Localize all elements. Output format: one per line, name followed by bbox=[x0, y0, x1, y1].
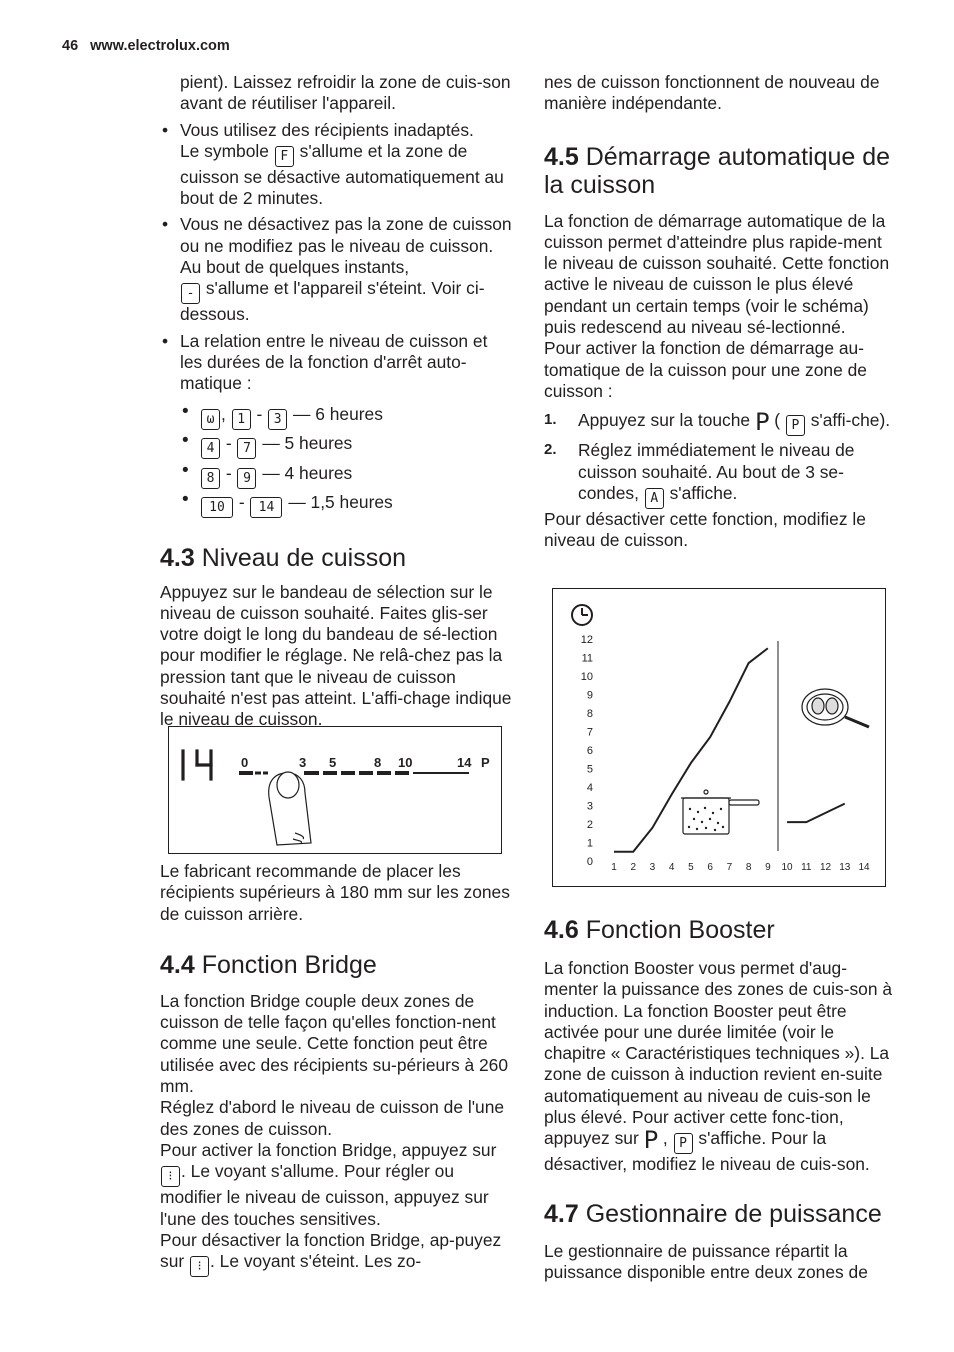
x-tick-label: 3 bbox=[649, 862, 656, 873]
symbol-f-icon: F bbox=[275, 146, 294, 167]
y-tick-label: 11 bbox=[581, 652, 593, 665]
site-url: www.electrolux.com bbox=[90, 38, 230, 54]
left-column-lower bbox=[160, 861, 512, 1277]
series-line-2 bbox=[787, 804, 845, 823]
p-display-icon: P bbox=[786, 415, 805, 436]
y-tick-label: 2 bbox=[586, 819, 593, 831]
duration-text: — 4 heures bbox=[262, 462, 353, 483]
symbol-icon: 7 bbox=[237, 438, 256, 459]
section-4-5-p1: La fonction de démarrage automatique de la cuisson permet d'atteindre plus rapide-ment le niveau de cuisson souhaité. Cette fonction active le niveau de cuisson le plus élevé pendant un certain temps (voir le schéma) puis redescend au niveau sé-lectionné. bbox=[544, 210, 890, 338]
symbol-icon: 3 bbox=[268, 409, 287, 430]
x-tick-label: 4 bbox=[668, 862, 675, 873]
section-heading-4-5: 4.5 Démarrage automatique de la cuisson bbox=[544, 142, 891, 199]
section-heading-4-4: 4.4 Fonction Bridge bbox=[160, 950, 377, 979]
tick-label: 14 bbox=[457, 755, 472, 770]
bullet1-text-a: Vous utilisez des récipients inadaptés. bbox=[180, 119, 474, 140]
x-tick-label: 9 bbox=[765, 862, 771, 873]
symbol-icon: 9 bbox=[237, 468, 256, 489]
y-tick-label: 1 bbox=[586, 837, 593, 850]
section-heading-4-6: 4.6 Fonction Booster bbox=[544, 916, 775, 944]
y-tick-label: 7 bbox=[586, 726, 593, 739]
p-touch-icon: P bbox=[643, 1126, 659, 1155]
x-tick-label: 5 bbox=[688, 862, 694, 873]
y-tick-label: 12 bbox=[580, 634, 593, 646]
tick-label: 8 bbox=[374, 755, 382, 770]
x-tick-label: 8 bbox=[745, 862, 752, 873]
x-axis-ticks bbox=[611, 862, 870, 873]
right-column bbox=[544, 72, 896, 551]
clock-icon bbox=[572, 605, 592, 625]
right-column-lower bbox=[544, 916, 896, 1283]
bullet-unsuitable bbox=[160, 120, 512, 210]
section-4-3-body: Appuyez sur le bandeau de sélection sur le niveau de cuisson souhaité. Faites glis-ser votre doigt le long du bandeau de sé-lection pour modifier le réglage. Ne relâ-chez pas la pression tant que le niveau de cuisson souhaité n'est pas atteint. L'affi-chage indique le niveau de cuisson. bbox=[160, 581, 512, 730]
symbol-icon: 10 bbox=[201, 497, 233, 518]
x-tick-label: 1 bbox=[611, 862, 617, 873]
section-heading-4-3: 4.3 Niveau de cuisson bbox=[160, 543, 407, 572]
p-display-icon: P bbox=[674, 1133, 693, 1154]
section-4-5-p3: Pour désactiver cette fonction, modifiez le niveau de cuisson. bbox=[544, 508, 866, 551]
step-2: 2. Réglez immédiatement le niveau de cuisson souhaité. Au bout de 3 se-condes, A s'affiche. bbox=[544, 440, 896, 509]
section-4-5-p2: Pour activer la fonction de démarrage au-tomatique de la cuisson pour une zone de cuisson : bbox=[544, 338, 867, 401]
tick-label: 3 bbox=[299, 755, 307, 770]
page-number: 46 bbox=[62, 38, 79, 54]
page-header bbox=[62, 38, 230, 54]
symbol-icon: 1 bbox=[232, 409, 251, 430]
y-axis-ticks bbox=[581, 634, 593, 868]
x-tick-label: 10 bbox=[781, 862, 793, 873]
finger-icon bbox=[269, 772, 311, 845]
bullet3-text: La relation entre le niveau de cuisson et les durées de la fonction d'arrêt auto-matique : bbox=[180, 330, 488, 394]
bullet1-text-c: s'allume et la zone de cuisson se désactive automatiquement au bout de 2 minutes. bbox=[180, 140, 504, 209]
y-tick-label: 9 bbox=[586, 689, 593, 702]
y-tick-label: 4 bbox=[586, 782, 593, 794]
x-tick-label: 14 bbox=[858, 862, 870, 873]
auto-heatup-chart bbox=[552, 588, 886, 887]
duration-list bbox=[160, 404, 512, 522]
control-strip-figure bbox=[168, 726, 502, 854]
y-tick-label: 0 bbox=[586, 856, 593, 868]
section-4-4-p4: Pour désactiver la fonction Bridge, ap-puyez sur ⁝ . Le voyant s'éteint. Les zo- bbox=[160, 1230, 512, 1277]
duration-text: — 6 heures bbox=[293, 403, 383, 424]
tick-label: 5 bbox=[329, 755, 337, 770]
bridge-icon: ⁝ bbox=[190, 1256, 209, 1277]
x-tick-label: 11 bbox=[801, 862, 812, 873]
after-figure-text: Le fabricant recommande de placer les récipients supérieurs à 180 mm sur les zones de cuisson arrière. bbox=[160, 861, 510, 924]
intro-continuation: pient). Laissez refroidir la zone de cuis-son avant de réutiliser l'appareil. bbox=[180, 72, 511, 114]
symbol-icon: 8 bbox=[201, 468, 220, 489]
x-tick-label: 2 bbox=[630, 862, 637, 873]
bullet-not-deactivated bbox=[160, 214, 512, 325]
duration-item: • ω , 1 - 3 — 6 heures bbox=[160, 404, 512, 434]
y-tick-label: 3 bbox=[586, 800, 593, 813]
pot-icon bbox=[681, 790, 759, 834]
duration-text: — 5 heures bbox=[262, 433, 353, 454]
left-column bbox=[160, 72, 512, 731]
y-tick-label: 10 bbox=[580, 671, 593, 683]
bullet2-text-a: Vous ne désactivez pas la zone de cuisson ou ne modifiez pas le niveau de cuisson. Au bout de quelques instants, bbox=[180, 214, 512, 278]
x-tick-label: 12 bbox=[819, 862, 832, 873]
x-tick-label: 6 bbox=[707, 862, 713, 873]
symbol-icon: 4 bbox=[201, 438, 220, 459]
symbol-icon: ω bbox=[201, 409, 220, 430]
bullet-relation bbox=[160, 331, 512, 395]
symbol-dash-icon: - bbox=[181, 283, 200, 304]
duration-text: — 1,5 heures bbox=[288, 492, 393, 513]
section-4-4-p1: La fonction Bridge couple deux zones de cuisson de telle façon qu'elles fonction-nent comme une seule. Cette fonction peut être utilisée avec des récipients su-périeurs à 260 mm. bbox=[160, 990, 508, 1097]
a-display-icon: A bbox=[645, 488, 664, 509]
display-digits bbox=[183, 751, 211, 779]
y-tick-label: 6 bbox=[586, 745, 593, 757]
p-touch-icon: P bbox=[754, 408, 770, 437]
duration-item: • 10 - 14 — 1,5 heures bbox=[160, 492, 512, 522]
x-tick-label: 13 bbox=[839, 862, 851, 873]
section-4-4-p3: Pour activer la fonction Bridge, appuyez sur ⁝ . Le voyant s'allume. Pour régler ou modifier le niveau de cuisson, appuyez sur l'une des touches sensitives. bbox=[160, 1139, 497, 1229]
symbol-icon: 14 bbox=[250, 497, 282, 518]
section-heading-4-7: 4.7 Gestionnaire de puissance bbox=[544, 1199, 882, 1228]
y-tick-label: 5 bbox=[586, 763, 593, 776]
section-4-7-p1: Le gestionnaire de puissance répartit la puissance disponible entre deux zones de bbox=[544, 1240, 868, 1282]
section-4-6-p1: La fonction Booster vous permet d'aug-menter la puissance des zones de cuis-son à induction. La fonction Booster peut être activée pour une durée limitée (voir le chapitre « Caractéristiques techniques »). La zone de cuisson à induction revient en-suite automatiquement au niveau de cuis-son le plus élevé. Pour activer cette fonc-tion, appuyez sur P , P s'affiche. Pour la désactiver, modifiez le niveau de cuis-son. bbox=[544, 958, 893, 1175]
tick-label: 10 bbox=[398, 755, 413, 770]
duration-item: • 4 - 7 — 5 heures bbox=[160, 433, 512, 463]
step-1: 1. Appuyez sur la touche P ( P s'affi-che). bbox=[544, 408, 891, 437]
tick-label: 0 bbox=[241, 755, 249, 770]
bullet1-text-b: Le symbole bbox=[180, 140, 269, 161]
x-tick-label: 7 bbox=[726, 862, 733, 873]
right-continuation: nes de cuisson fonctionnent de nouveau de manière indépendante. bbox=[544, 72, 880, 114]
y-tick-label: 8 bbox=[586, 708, 593, 720]
frying-pan-icon bbox=[802, 689, 869, 727]
bridge-icon: ⁝ bbox=[161, 1166, 180, 1187]
bullet2-text-b: s'allume et l'appareil s'éteint. Voir ci-dessous. bbox=[180, 278, 485, 325]
duration-item: • 8 - 9 — 4 heures bbox=[160, 463, 512, 493]
section-4-4-p2: Réglez d'abord le niveau de cuisson de l'une des zones de cuisson. bbox=[160, 1097, 505, 1139]
tick-label: P bbox=[481, 755, 490, 770]
